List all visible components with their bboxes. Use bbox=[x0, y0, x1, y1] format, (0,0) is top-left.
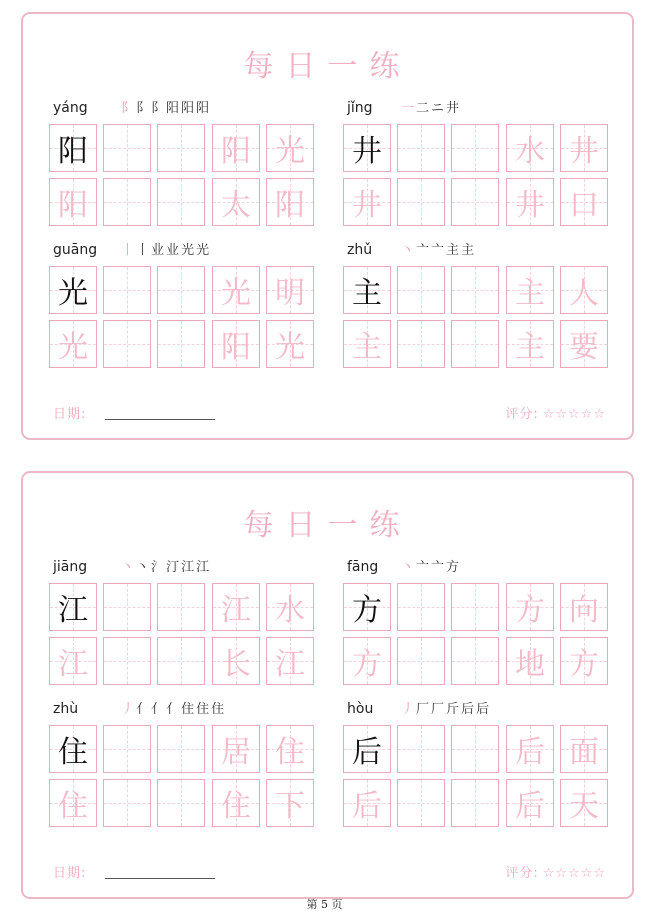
stroke-step: 主 bbox=[446, 243, 462, 258]
writing-cell[interactable] bbox=[266, 178, 314, 226]
writing-cell[interactable] bbox=[266, 320, 314, 368]
practice-card bbox=[21, 12, 634, 440]
cell-character: 主 bbox=[515, 276, 545, 311]
writing-cell[interactable] bbox=[103, 124, 151, 172]
stroke-step: 汀 bbox=[166, 560, 182, 575]
stroke-order bbox=[401, 101, 461, 117]
cell-character: 阳 bbox=[58, 188, 88, 223]
cell-character: 光 bbox=[275, 134, 305, 169]
writing-cell[interactable] bbox=[560, 178, 608, 226]
score-stars[interactable]: ☆☆☆☆☆ bbox=[542, 407, 606, 422]
pinyin-label: jǐng bbox=[347, 100, 373, 116]
writing-cell[interactable] bbox=[266, 124, 314, 172]
writing-cell[interactable] bbox=[49, 583, 97, 631]
character-block bbox=[343, 701, 611, 831]
stroke-order bbox=[121, 560, 211, 576]
cell-character: 向 bbox=[569, 593, 599, 628]
cell-character: 井 bbox=[515, 188, 545, 223]
cell-character: 江 bbox=[221, 593, 251, 628]
stroke-step: 后 bbox=[461, 702, 477, 717]
cell-character: 井 bbox=[352, 134, 382, 169]
writing-cell[interactable] bbox=[103, 178, 151, 226]
score-section bbox=[505, 862, 606, 881]
writing-cell[interactable] bbox=[266, 266, 314, 314]
stroke-order bbox=[401, 560, 461, 576]
writing-cell[interactable] bbox=[451, 266, 499, 314]
cell-character: 明 bbox=[275, 276, 305, 311]
cell-character: 方 bbox=[352, 647, 382, 682]
score-label: 评分: bbox=[505, 407, 539, 422]
writing-cell[interactable] bbox=[49, 725, 97, 773]
cell-character: 面 bbox=[569, 735, 599, 770]
stroke-step: 丶 bbox=[401, 243, 417, 258]
date-label: 日期: bbox=[53, 407, 87, 422]
writing-cell[interactable] bbox=[103, 725, 151, 773]
writing-cell[interactable] bbox=[157, 124, 205, 172]
cell-character: 住 bbox=[275, 735, 305, 770]
writing-cell[interactable] bbox=[506, 266, 554, 314]
cell-character: 光 bbox=[58, 276, 88, 311]
stroke-step: 住 bbox=[181, 702, 197, 717]
stroke-step: 阝 bbox=[151, 101, 167, 116]
stroke-step: ニ bbox=[431, 101, 447, 116]
cell-character: 阳 bbox=[221, 134, 251, 169]
cell-character: 方 bbox=[352, 593, 382, 628]
stroke-step: 业 bbox=[151, 243, 167, 258]
practice-card bbox=[21, 471, 634, 899]
cell-character: 住 bbox=[221, 789, 251, 824]
stroke-step: 方 bbox=[446, 560, 462, 575]
writing-cell[interactable] bbox=[506, 320, 554, 368]
writing-cell[interactable] bbox=[451, 779, 499, 827]
stroke-step: 亠 bbox=[416, 560, 432, 575]
stroke-step: 二 bbox=[416, 101, 432, 116]
writing-cell[interactable] bbox=[49, 637, 97, 685]
writing-cell[interactable] bbox=[157, 637, 205, 685]
writing-cell[interactable] bbox=[506, 583, 554, 631]
date-input-line[interactable] bbox=[105, 878, 215, 879]
pinyin-label: jiāng bbox=[53, 559, 88, 575]
stroke-step: 斤 bbox=[446, 702, 462, 717]
writing-cell[interactable] bbox=[343, 124, 391, 172]
cell-character: 后 bbox=[515, 789, 545, 824]
writing-cell[interactable] bbox=[397, 320, 445, 368]
writing-cell[interactable] bbox=[451, 637, 499, 685]
cell-character: 天 bbox=[569, 789, 599, 824]
stroke-order bbox=[121, 101, 211, 117]
cell-character: 井 bbox=[569, 134, 599, 169]
stroke-step: 丿 bbox=[121, 702, 137, 717]
card-title: 每日一练 bbox=[243, 49, 412, 84]
writing-cell[interactable] bbox=[560, 266, 608, 314]
writing-cell[interactable] bbox=[212, 320, 260, 368]
writing-cell[interactable] bbox=[212, 637, 260, 685]
stroke-step: 亠 bbox=[431, 243, 447, 258]
cell-character: 人 bbox=[569, 276, 599, 311]
writing-cell[interactable] bbox=[212, 178, 260, 226]
stroke-step: 江 bbox=[196, 560, 212, 575]
date-label: 日期: bbox=[53, 866, 87, 881]
writing-cell[interactable] bbox=[343, 178, 391, 226]
cell-character: 居 bbox=[221, 735, 251, 770]
stroke-step: 业 bbox=[166, 243, 182, 258]
stroke-step: 亠 bbox=[416, 243, 432, 258]
writing-cell[interactable] bbox=[212, 124, 260, 172]
stroke-step: 光 bbox=[181, 243, 197, 258]
stroke-step: 丨 bbox=[121, 243, 137, 258]
stroke-step: 亠 bbox=[431, 560, 447, 575]
writing-cell[interactable] bbox=[157, 320, 205, 368]
character-block bbox=[343, 100, 611, 230]
stroke-step: 亻 bbox=[166, 702, 182, 717]
writing-cell[interactable] bbox=[451, 320, 499, 368]
writing-cell[interactable] bbox=[506, 178, 554, 226]
writing-cell[interactable] bbox=[343, 266, 391, 314]
writing-cell[interactable] bbox=[397, 583, 445, 631]
stroke-step: 氵 bbox=[151, 560, 167, 575]
writing-cell[interactable] bbox=[397, 637, 445, 685]
writing-cell[interactable] bbox=[451, 725, 499, 773]
cell-character: 要 bbox=[569, 330, 599, 365]
pinyin-label: hòu bbox=[347, 701, 374, 717]
stroke-step: 江 bbox=[181, 560, 197, 575]
writing-cell[interactable] bbox=[103, 320, 151, 368]
writing-cell[interactable] bbox=[397, 725, 445, 773]
cell-character: 江 bbox=[58, 647, 88, 682]
writing-cell[interactable] bbox=[560, 725, 608, 773]
writing-cell[interactable] bbox=[343, 637, 391, 685]
character-block bbox=[49, 242, 317, 372]
writing-cell[interactable] bbox=[266, 583, 314, 631]
cell-character: 后 bbox=[352, 789, 382, 824]
writing-cell[interactable] bbox=[266, 637, 314, 685]
writing-cell[interactable] bbox=[397, 178, 445, 226]
stroke-step: 住 bbox=[196, 702, 212, 717]
writing-cell[interactable] bbox=[157, 583, 205, 631]
writing-cell[interactable] bbox=[212, 583, 260, 631]
stroke-order bbox=[401, 243, 476, 259]
stroke-step: 丶 bbox=[136, 560, 152, 575]
stroke-step: 阳 bbox=[166, 101, 182, 116]
character-block bbox=[49, 701, 317, 831]
writing-cell[interactable] bbox=[157, 779, 205, 827]
cell-character: 阳 bbox=[275, 188, 305, 223]
writing-cell[interactable] bbox=[343, 583, 391, 631]
writing-cell[interactable] bbox=[103, 637, 151, 685]
cell-character: 阳 bbox=[58, 134, 88, 169]
writing-cell[interactable] bbox=[506, 637, 554, 685]
writing-cell[interactable] bbox=[212, 779, 260, 827]
writing-cell[interactable] bbox=[103, 266, 151, 314]
stroke-step: 阳 bbox=[196, 101, 212, 116]
stroke-order bbox=[121, 243, 211, 259]
cell-character: 住 bbox=[58, 789, 88, 824]
pinyin-label: guāng bbox=[53, 242, 98, 258]
pinyin-label: zhǔ bbox=[347, 242, 373, 258]
writing-cell[interactable] bbox=[506, 779, 554, 827]
stroke-step: 丶 bbox=[401, 560, 417, 575]
pinyin-label: yáng bbox=[53, 100, 88, 116]
score-section bbox=[505, 403, 606, 422]
cell-character: 主 bbox=[352, 276, 382, 311]
writing-cell[interactable] bbox=[212, 725, 260, 773]
cell-character: 方 bbox=[515, 593, 545, 628]
character-block bbox=[343, 242, 611, 372]
stroke-step: 厂 bbox=[431, 702, 447, 717]
character-block bbox=[49, 100, 317, 230]
writing-cell[interactable] bbox=[212, 266, 260, 314]
writing-cell[interactable] bbox=[397, 124, 445, 172]
cell-character: 水 bbox=[515, 134, 545, 169]
writing-cell[interactable] bbox=[506, 725, 554, 773]
writing-cell[interactable] bbox=[103, 779, 151, 827]
stroke-step: 井 bbox=[446, 101, 462, 116]
writing-cell[interactable] bbox=[560, 320, 608, 368]
stroke-step: 丿 bbox=[401, 702, 417, 717]
cell-character: 下 bbox=[275, 789, 305, 824]
date-input-line[interactable] bbox=[105, 419, 215, 420]
score-stars[interactable]: ☆☆☆☆☆ bbox=[542, 866, 606, 881]
stroke-step: 光 bbox=[196, 243, 212, 258]
cell-character: 地 bbox=[515, 647, 545, 682]
stroke-step: 阳 bbox=[181, 101, 197, 116]
writing-cell[interactable] bbox=[560, 779, 608, 827]
cell-character: 水 bbox=[275, 593, 305, 628]
stroke-step: 住 bbox=[211, 702, 227, 717]
writing-cell[interactable] bbox=[266, 779, 314, 827]
cell-character: 后 bbox=[515, 735, 545, 770]
cell-character: 光 bbox=[221, 276, 251, 311]
cell-character: 江 bbox=[275, 647, 305, 682]
cell-character: 主 bbox=[515, 330, 545, 365]
writing-cell[interactable] bbox=[451, 583, 499, 631]
cell-character: 江 bbox=[58, 593, 88, 628]
writing-cell[interactable] bbox=[103, 583, 151, 631]
writing-cell[interactable] bbox=[560, 583, 608, 631]
writing-cell[interactable] bbox=[397, 779, 445, 827]
card-title: 每日一练 bbox=[243, 508, 412, 543]
cell-character: 方 bbox=[569, 647, 599, 682]
stroke-step: 一 bbox=[401, 101, 417, 116]
writing-cell[interactable] bbox=[157, 178, 205, 226]
writing-cell[interactable] bbox=[49, 320, 97, 368]
cell-character: 口 bbox=[569, 188, 599, 223]
writing-cell[interactable] bbox=[560, 637, 608, 685]
score-label: 评分: bbox=[505, 866, 539, 881]
stroke-step: 主 bbox=[461, 243, 477, 258]
stroke-step: 亻 bbox=[136, 702, 152, 717]
pinyin-label: fāng bbox=[347, 559, 379, 575]
writing-cell[interactable] bbox=[451, 124, 499, 172]
stroke-step: 丶 bbox=[121, 560, 137, 575]
stroke-step: 阝 bbox=[121, 101, 137, 116]
page-number: 第 5 页 bbox=[306, 898, 343, 911]
writing-cell[interactable] bbox=[506, 124, 554, 172]
cell-character: 后 bbox=[352, 735, 382, 770]
stroke-step: 丨 bbox=[136, 243, 152, 258]
writing-cell[interactable] bbox=[266, 725, 314, 773]
character-block bbox=[343, 559, 611, 689]
cell-character: 光 bbox=[58, 330, 88, 365]
writing-cell[interactable] bbox=[343, 320, 391, 368]
stroke-step: 后 bbox=[476, 702, 492, 717]
writing-cell[interactable] bbox=[49, 266, 97, 314]
character-block bbox=[49, 559, 317, 689]
writing-cell[interactable] bbox=[49, 779, 97, 827]
writing-cell[interactable] bbox=[451, 178, 499, 226]
cell-character: 井 bbox=[352, 188, 382, 223]
cell-character: 长 bbox=[221, 647, 251, 682]
writing-cell[interactable] bbox=[343, 725, 391, 773]
cell-character: 主 bbox=[352, 330, 382, 365]
writing-cell[interactable] bbox=[560, 124, 608, 172]
cell-character: 太 bbox=[221, 188, 251, 223]
cell-character: 光 bbox=[275, 330, 305, 365]
writing-cell[interactable] bbox=[157, 725, 205, 773]
stroke-step: 亻 bbox=[151, 702, 167, 717]
writing-cell[interactable] bbox=[343, 779, 391, 827]
writing-cell[interactable] bbox=[157, 266, 205, 314]
pinyin-label: zhù bbox=[53, 701, 79, 717]
writing-cell[interactable] bbox=[397, 266, 445, 314]
writing-cell[interactable] bbox=[49, 124, 97, 172]
stroke-step: 厂 bbox=[416, 702, 432, 717]
stroke-step: 阝 bbox=[136, 101, 152, 116]
stroke-order bbox=[121, 702, 226, 718]
cell-character: 阳 bbox=[221, 330, 251, 365]
stroke-order bbox=[401, 702, 491, 718]
cell-character: 住 bbox=[58, 735, 88, 770]
writing-cell[interactable] bbox=[49, 178, 97, 226]
